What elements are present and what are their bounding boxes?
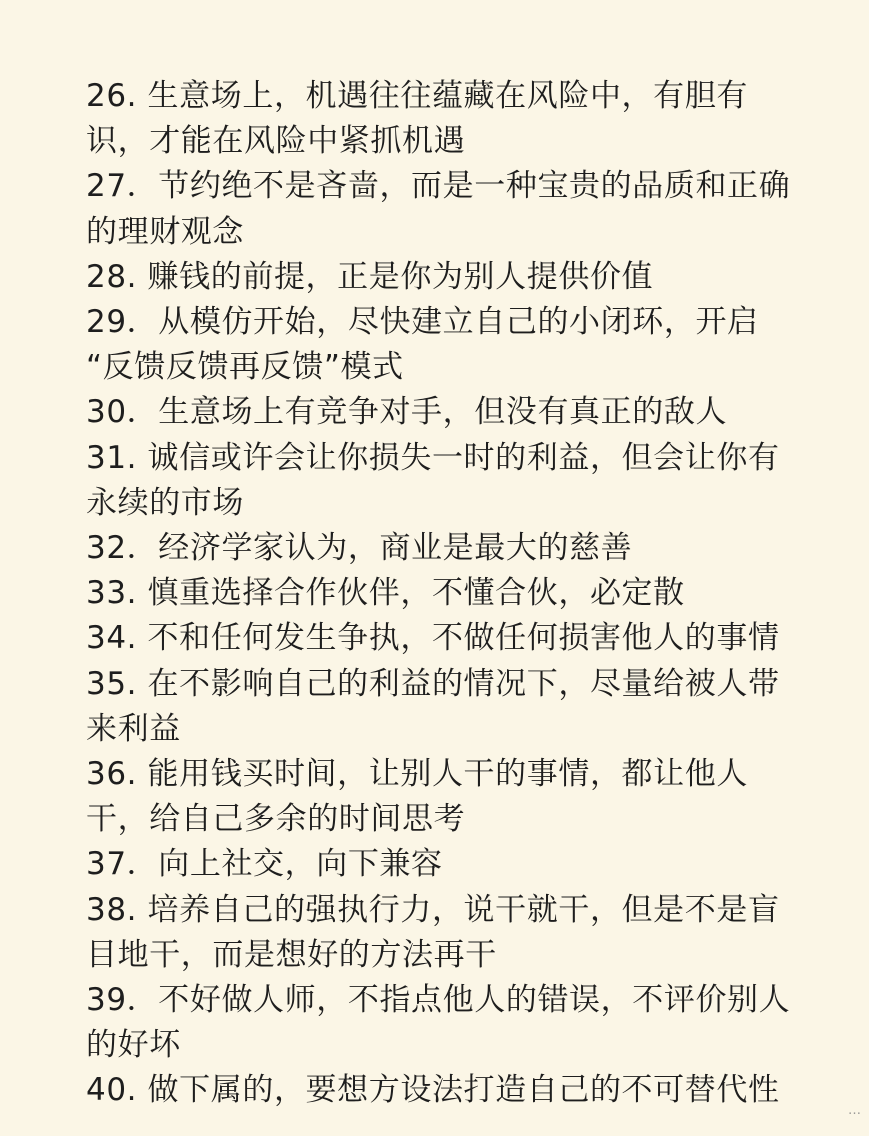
text-line: 来利益 (86, 710, 181, 747)
text-line: 26. 生意场上，机遇往往蕴藏在风险中，有胆有 (86, 78, 748, 114)
text-line: 永续的市场 (86, 484, 244, 521)
text-line: 干，给自己多余的时间思考 (86, 801, 466, 838)
text-line: 39．不好做人师，不指点他人的错误，不评价别人 (86, 982, 791, 1019)
text-line: 38. 培养自己的强执行力，说干就干，但是不是盲 (86, 891, 780, 928)
text-line: 目地干，而是想好的方法再干 (86, 936, 497, 973)
text-line: “反馈反馈再反馈”模式 (86, 349, 404, 386)
text-line: 31. 诚信或许会让你损失一时的利益，但会让你有 (86, 439, 780, 476)
text-line: 34. 不和任何发生争执，不做任何损害他人的事情 (86, 620, 780, 657)
text-line: 37．向上社交，向下兼容 (86, 846, 443, 883)
text-line: 的好坏 (86, 1027, 181, 1064)
text-line: 30．生意场上有竞争对手，但没有真正的敌人 (86, 394, 728, 431)
text-line: 33. 慎重选择合作伙伴，不懂合伙，必定散 (86, 575, 685, 612)
text-line: 35. 在不影响自己的利益的情况下，尽量给被人带 (86, 665, 780, 702)
watermark: … (848, 1103, 861, 1118)
text-line-cut-off: 40. 做下属的，要想方设法打造自己的不可替代性 (86, 1072, 780, 1109)
quote-list (86, 74, 829, 1108)
text-line: 32．经济学家认为，商业是最大的慈善 (86, 530, 633, 567)
text-line: 28. 赚钱的前提，正是你为别人提供价值 (86, 258, 654, 295)
text-line: 的理财观念 (86, 213, 244, 250)
text-line: 29．从模仿开始，尽快建立自己的小闭环，开启 (86, 304, 759, 341)
text-line: 36. 能用钱买时间，让别人干的事情，都让他人 (86, 756, 748, 793)
text-line: 27．节约绝不是吝啬，而是一种宝贵的品质和正确 (86, 168, 791, 205)
text-line: 识，才能在风险中紧抓机遇 (86, 123, 466, 160)
